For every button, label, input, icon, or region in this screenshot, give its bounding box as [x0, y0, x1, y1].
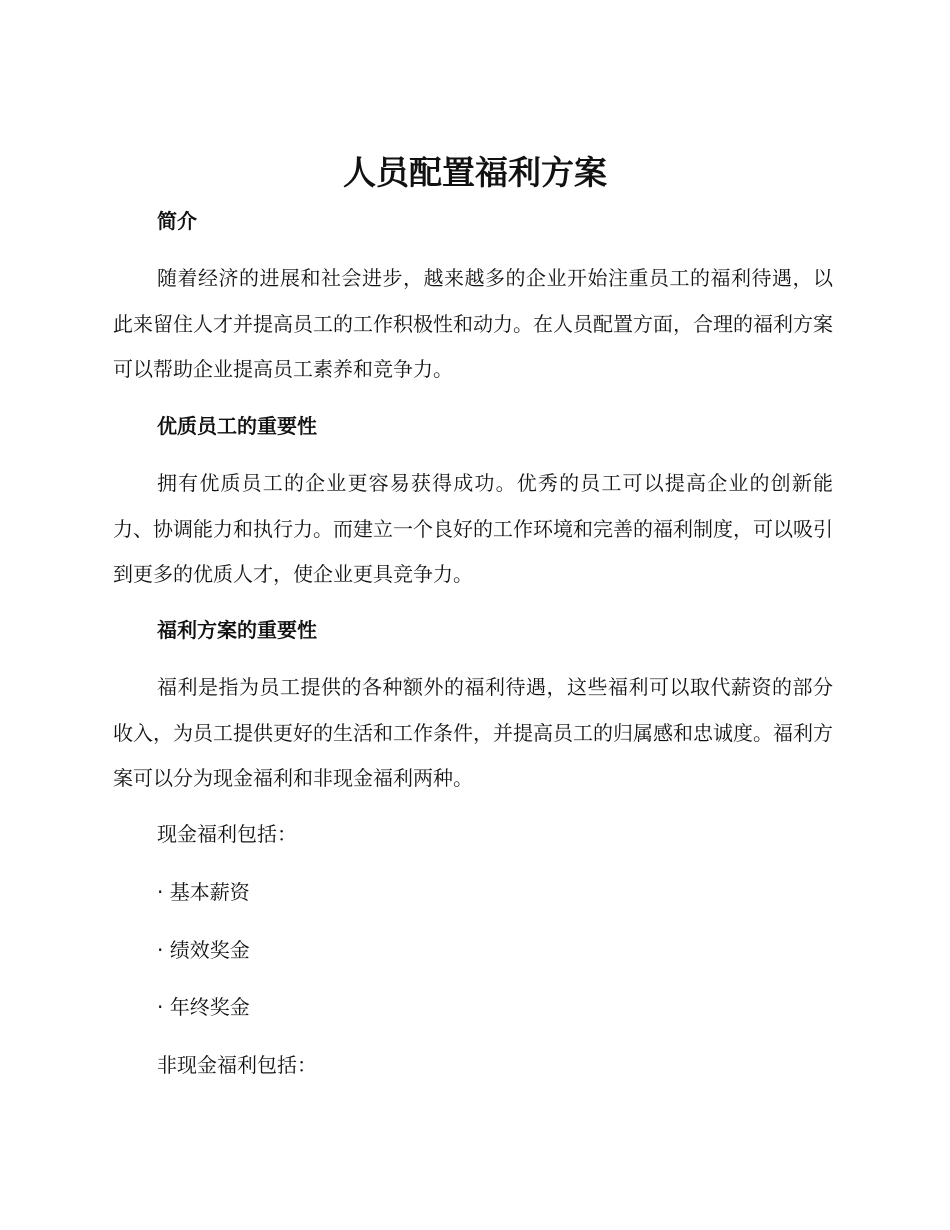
list-item-performance-bonus: · 绩效奖金 [157, 938, 250, 962]
document-title: 人员配置福利方案 [343, 153, 607, 192]
non-cash-benefits-intro: 非现金福利包括： [157, 1053, 317, 1077]
section-paragraph-intro: 随着经济的进展和社会进步，越来越多的企业开始注重员工的福利待遇，以此来留住人才并提高员工的工作积极性和动力。在人员配置方面，合理的福利方案可以帮助企业提高员工素养和竞争力。 [113, 266, 833, 381]
section-paragraph-benefit-plan: 福利是指为员工提供的各种额外的福利待遇，这些福利可以取代薪资的部分收入，为员工提供更好的生活和工作条件，并提高员工的归属感和忠诚度。福利方案可以分为现金福利和非现金福利两种。 [113, 675, 833, 790]
section-heading-intro: 简介 [157, 209, 197, 233]
section-heading-quality-staff: 优质员工的重要性 [157, 414, 317, 438]
section-heading-benefit-plan: 福利方案的重要性 [157, 618, 317, 642]
cash-benefits-intro: 现金福利包括： [157, 822, 297, 846]
list-item-base-salary: · 基本薪资 [157, 880, 250, 904]
section-paragraph-quality-staff: 拥有优质员工的企业更容易获得成功。优秀的员工可以提高企业的创新能力、协调能力和执行力。而建立一个良好的工作环境和完善的福利制度，可以吸引到更多的优质人才，使企业更具竞争力。 [113, 471, 833, 586]
list-item-year-end-bonus: · 年终奖金 [157, 995, 250, 1019]
